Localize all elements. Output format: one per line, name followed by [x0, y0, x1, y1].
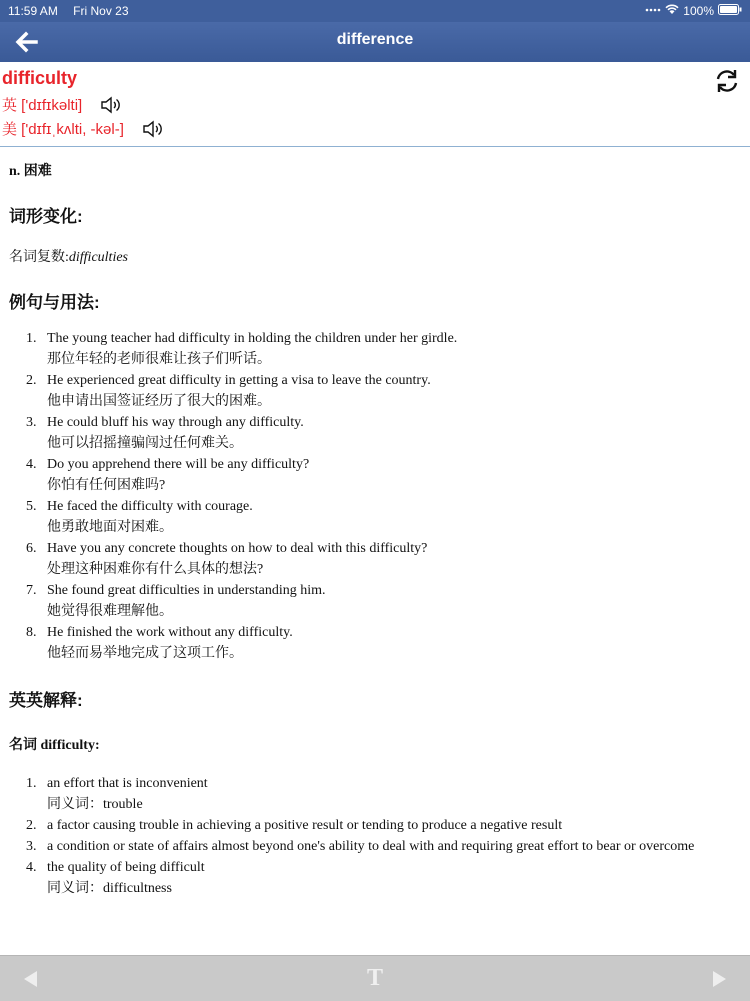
synonym-line: 同义词：trouble	[47, 797, 143, 812]
example-en: He finished the work without any difficulty.	[47, 625, 293, 640]
status-right	[645, 4, 742, 18]
item-number: 1.	[26, 331, 37, 346]
item-number: 3.	[26, 415, 37, 430]
item-number: 1.	[26, 776, 37, 791]
example-en: She found great difficulties in understanding him.	[47, 583, 326, 598]
examples-list	[0, 328, 740, 664]
definition-text: a condition or state of affairs almost beyond one's ability to deal with and requiring great effort to bear or overcome	[47, 839, 695, 854]
example-zh: 她觉得很难理解他。	[47, 604, 173, 619]
inflection-line	[9, 246, 128, 266]
definition-text: a factor causing trouble in achieving a positive result or tending to produce a negative result	[47, 818, 563, 833]
battery-percent: 100%	[683, 4, 714, 18]
example-item	[0, 580, 740, 622]
definition-item	[0, 815, 740, 836]
status-left	[8, 4, 141, 18]
refresh-icon[interactable]	[714, 68, 740, 94]
example-item	[0, 328, 740, 370]
ee-part-of-speech: 名词 difficulty:	[9, 738, 100, 753]
inflection-value: difficulties	[68, 250, 128, 265]
item-number: 4.	[26, 860, 37, 875]
english-definitions-heading: 英英解释:	[9, 691, 83, 710]
examples-heading: 例句与用法:	[9, 293, 100, 312]
bottom-toolbar	[0, 955, 750, 1001]
definition-item	[0, 773, 740, 815]
example-zh: 他勇敢地面对困难。	[47, 520, 173, 535]
headword: difficulty	[2, 68, 77, 88]
example-zh: 他可以招摇撞骗闯过任何难关。	[47, 436, 243, 451]
signal-icon	[645, 4, 661, 18]
example-en: Have you any concrete thoughts on how to deal with this difficulty?	[47, 541, 428, 556]
example-zh: 处理这种困难你有什么具体的想法?	[47, 562, 264, 577]
example-item	[0, 412, 740, 454]
definition-item	[0, 836, 740, 857]
synonym-line: 同义词：difficultness	[47, 881, 172, 896]
us-pronunciation	[2, 118, 164, 139]
item-number: 3.	[26, 839, 37, 854]
speaker-icon[interactable]	[100, 96, 122, 114]
part-of-speech: n. 困难	[9, 164, 52, 179]
definitions-list	[0, 773, 740, 899]
item-number: 5.	[26, 499, 37, 514]
definition-item	[0, 857, 740, 899]
definition-content	[0, 150, 750, 955]
example-en: He faced the difficulty with courage.	[47, 499, 253, 514]
status-time: 11:59 AM	[8, 4, 58, 18]
item-number: 4.	[26, 457, 37, 472]
example-item	[0, 622, 740, 664]
item-number: 6.	[26, 541, 37, 556]
example-en: The young teacher had difficulty in holding the children under her girdle.	[47, 331, 458, 346]
example-zh: 他申请出国签证经历了很大的困难。	[47, 394, 271, 409]
uk-phonetic: 英 ['dɪfɪkəlti]	[2, 97, 83, 114]
example-en: Do you apprehend there will be any difficulty?	[47, 457, 310, 472]
definition-text: the quality of being difficult	[47, 860, 205, 875]
wifi-icon	[665, 4, 679, 18]
example-zh: 那位年轻的老师很难让孩子们听话。	[47, 352, 271, 367]
next-arrow-icon[interactable]	[708, 968, 730, 990]
nav-title: difference	[336, 31, 414, 48]
uk-pronunciation	[2, 94, 122, 115]
example-item	[0, 538, 740, 580]
example-zh: 他轻而易举地完成了这项工作。	[47, 646, 243, 661]
example-item	[0, 370, 740, 412]
item-number: 2.	[26, 373, 37, 388]
example-en: He experienced great difficulty in getting a visa to leave the country.	[47, 373, 431, 388]
example-zh: 你怕有任何困难吗?	[47, 478, 166, 493]
inflection-label: 名词复数:	[9, 250, 69, 265]
item-number: 8.	[26, 625, 37, 640]
entry-header	[0, 62, 750, 147]
item-number: 7.	[26, 583, 37, 598]
status-date: Fri Nov 23	[73, 4, 129, 18]
font-size-button[interactable]: T	[366, 965, 383, 991]
inflection-heading: 词形变化:	[9, 207, 83, 226]
example-item	[0, 454, 740, 496]
battery-icon	[718, 4, 742, 18]
status-bar	[0, 0, 750, 22]
example-item	[0, 496, 740, 538]
speaker-icon[interactable]	[142, 120, 164, 138]
definition-text: an effort that is inconvenient	[47, 776, 208, 791]
us-phonetic: 美 ['dɪfɪˌkʌlti, -kəl-]	[2, 121, 124, 138]
item-number: 2.	[26, 818, 37, 833]
example-en: He could bluff his way through any difficulty.	[47, 415, 304, 430]
nav-bar	[0, 22, 750, 62]
